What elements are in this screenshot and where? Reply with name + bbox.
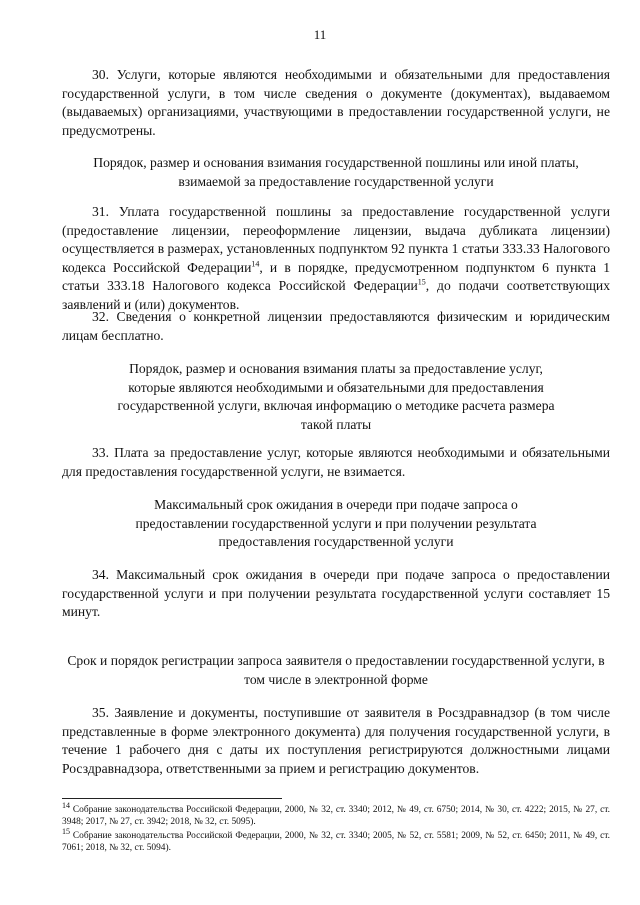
footnote-15-mark: 15 <box>62 826 70 836</box>
paragraph-31 <box>62 203 610 315</box>
page-number: 11 <box>313 27 327 42</box>
footnote-divider <box>62 798 282 799</box>
paragraph-35 <box>62 704 610 778</box>
paragraph-31-part-b: , и в порядке, предусмотренном подпунктом 6 пункта 1 статьи 333.18 Налогового кодекса Российской Федерации <box>62 259 610 294</box>
section-heading-queue-time <box>62 496 610 552</box>
heading-registration-text: Срок и порядок регистрации запроса заявителя о предоставлении государственной услуги, в том числе в электронной форме <box>67 653 605 687</box>
paragraph-31-part-c: , до подачи соответствующих заявлений и (или) документов. <box>62 278 610 312</box>
footnote-14-text: Собрание законодательства Российской Федерации, 2000, № 32, ст. 3340; 2012, № 49, ст. 6750; 2014, № 30, ст. 4222; 2015, № 27, ст. 3948; 2017, № 27, ст. 3942; 2018, № 32, ст. 5095). <box>62 805 610 828</box>
paragraph-32 <box>62 308 610 345</box>
footnote-ref-14: 14 <box>251 259 260 269</box>
paragraph-34-text: 34. Максимальный срок ожидания в очереди при подаче запроса о предоставлении государственной услуги и при получении результата государственной услуги составляет 15 минут. <box>62 567 610 620</box>
paragraph-31-text <box>62 203 610 315</box>
section-heading-state-fee <box>62 154 610 191</box>
footnote-15 <box>62 826 610 855</box>
heading-service-fee-text: Порядок, размер и основания взимания платы за предоставление услуг, которые являются необходимыми и обязательными для предоставления государственной услуги, включая информацию о методике расчета размера такой платы <box>117 361 555 432</box>
footnote-14 <box>62 800 610 829</box>
footnote-ref-15: 15 <box>417 277 426 287</box>
paragraph-30-text: 30. Услуги, которые являются необходимыми и обязательными для предоставления государственной услуги, в том числе сведения о документе (документах), выдаваемом (выдаваемых) организациями, участвующими в предоставлении государственной услуги, не предусмотрены. <box>62 67 610 138</box>
section-heading-registration <box>62 652 610 689</box>
footnote-14-mark: 14 <box>62 800 70 810</box>
section-heading-service-fee <box>62 360 610 434</box>
paragraph-33 <box>62 444 610 481</box>
paragraph-33-text: 33. Плата за предоставление услуг, которые являются необходимыми и обязательными для предоставления государственной услуги, не взимается. <box>62 445 610 479</box>
paragraph-31-part-a: 31. Уплата государственной пошлины за предоставление государственной услуги (предоставление лицензии, переоформление лицензии, выдача дубликата лицензии) осуществляется в размерах, установленных подпунктом 92 пункта 1 статьи 333.33 Налогового кодекса Российской Федерации <box>62 204 610 275</box>
paragraph-34 <box>62 566 610 622</box>
footnote-15-text: Собрание законодательства Российской Федерации, 2000, № 32, ст. 3340; 2005, № 52, ст. 5581; 2009, № 52, ст. 6450; 2011, № 49, ст. 7061; 2018, № 32, ст. 5094). <box>62 831 610 854</box>
paragraph-35-text: 35. Заявление и документы, поступившие от заявителя в Росздравнадзор (в том числе представленные в форме электронного документа) для получения государственной услуги, в течение 1 рабочего дня с даты их поступления регистрируются должностными лицами Росздравнадзора, ответственными за прием и регистрацию документов. <box>62 705 610 776</box>
heading-queue-time-text: Максимальный срок ожидания в очереди при подаче запроса о предоставлении государственной услуги и при получении результата предоставления государственной услуги <box>135 497 537 550</box>
paragraph-32-text: 32. Сведения о конкретной лицензии предоставляются физическим и юридическим лицам бесплатно. <box>62 309 610 343</box>
heading-state-fee-text: Порядок, размер и основания взимания государственной пошлины или иной платы, взимаемой за предоставление государственной услуги <box>93 155 579 189</box>
paragraph-30 <box>62 66 610 140</box>
